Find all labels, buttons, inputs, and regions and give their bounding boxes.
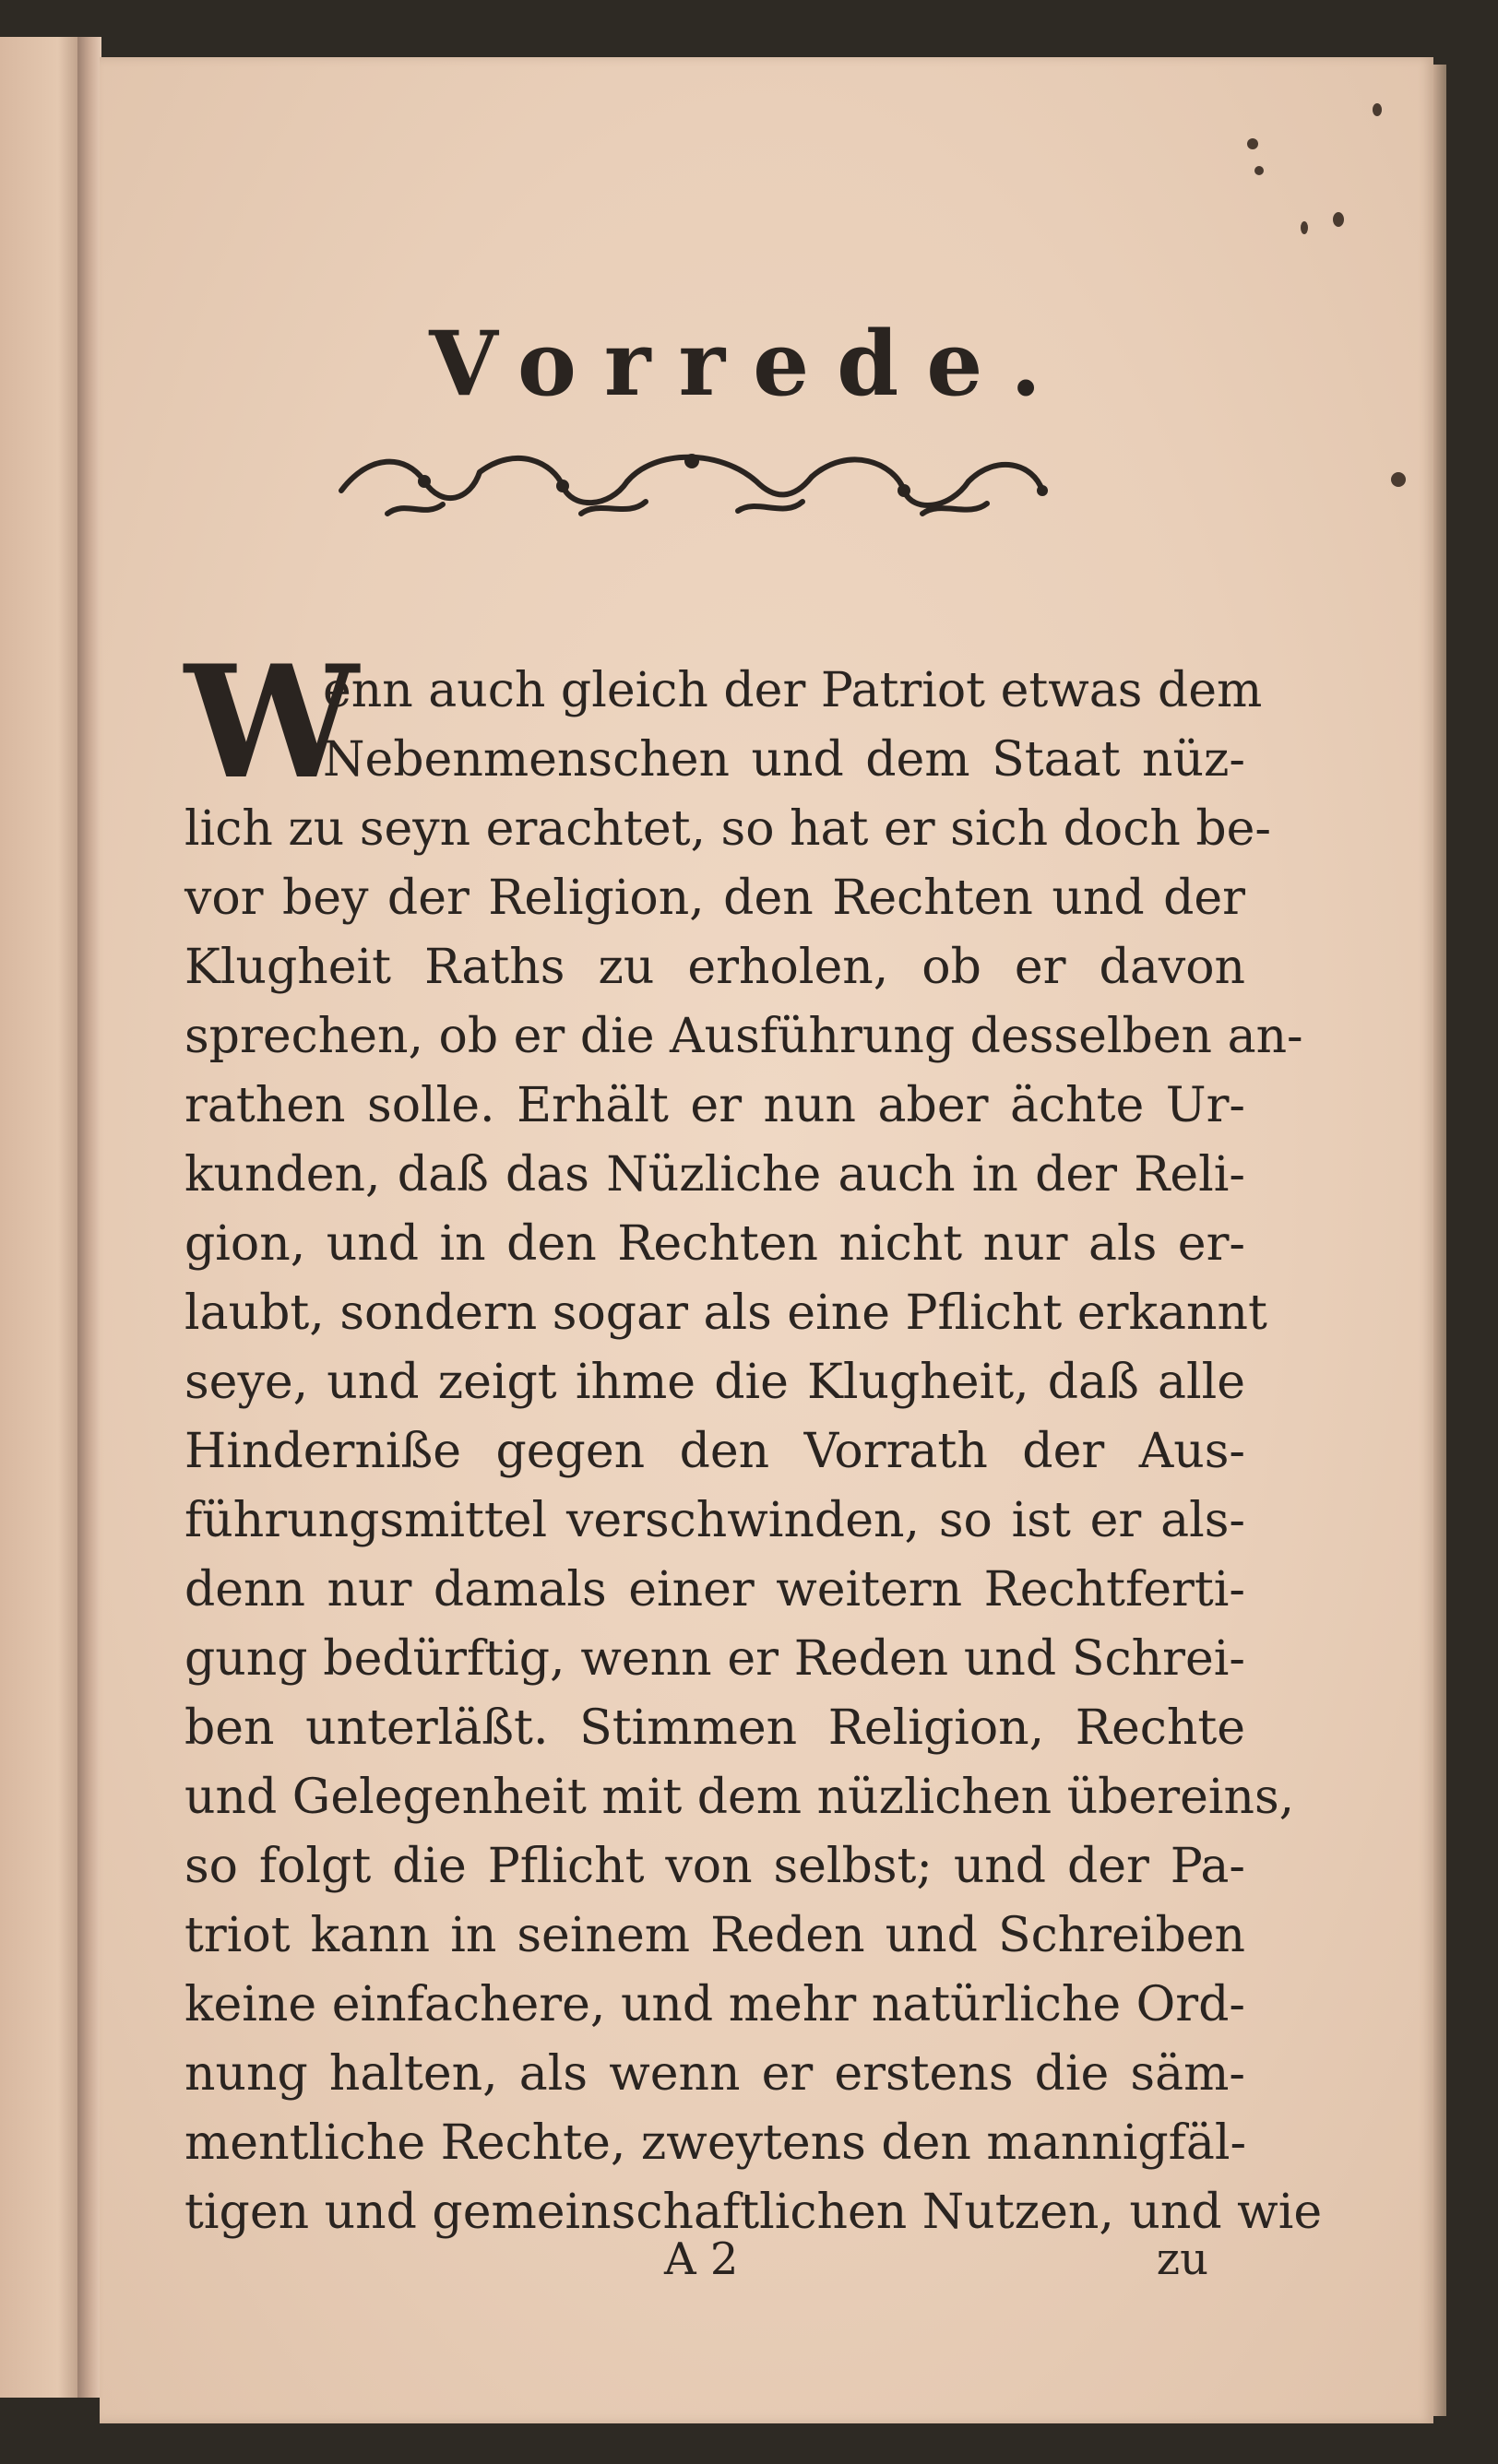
body-text bbox=[184, 657, 1323, 2247]
text-line: gung bedürftig, wenn er Reden und Schrei- bbox=[184, 1631, 1245, 1687]
page-edge bbox=[1433, 65, 1446, 2416]
text-line: mentliche Rechte, zweytens den mannigfäl- bbox=[184, 2115, 1247, 2171]
text-line: keine einfachere, und mehr natürliche Ord- bbox=[184, 1977, 1245, 2032]
text-line: gion, und in den Rechten nicht nur als er- bbox=[184, 1216, 1245, 1272]
text-line: lich zu seyn erachtet, so hat er sich doch be- bbox=[184, 801, 1271, 857]
text-line: enn auch gleich der Patriot etwas dem bbox=[323, 663, 1263, 718]
text-line: führungsmittel verschwinden, so ist er als- bbox=[184, 1493, 1245, 1548]
drop-cap: W bbox=[184, 631, 359, 813]
page-title: Vorrede. bbox=[429, 312, 1069, 416]
text-line: laubt, sondern sogar als eine Pflicht erkannt bbox=[184, 1285, 1267, 1341]
text-line: kunden, daß das Nüzliche auch in der Reli- bbox=[184, 1147, 1245, 1202]
text-line: denn nur damals einer weitern Rechtferti- bbox=[184, 1562, 1245, 1617]
ink-spot bbox=[1373, 103, 1382, 116]
catchword: zu bbox=[1156, 2233, 1208, 2285]
signature-mark: A 2 bbox=[664, 2233, 739, 2285]
text-line: tigen und gemeinschaftlichen Nutzen, und wie bbox=[184, 2185, 1323, 2240]
text-line: Hinderniße gegen den Vorrath der Aus- bbox=[184, 1424, 1245, 1479]
text-line: so folgt die Pflicht von selbst; und der Pa- bbox=[184, 1839, 1245, 1894]
text-line: vor bey der Religion, den Rechten und der bbox=[184, 871, 1245, 926]
text-line: Nebenmenschen und dem Staat nüz- bbox=[323, 732, 1245, 788]
text-line: rathen solle. Erhält er nun aber ächte Ur- bbox=[184, 1078, 1245, 1133]
text-line: ben unterläßt. Stimmen Religion, Rechte bbox=[184, 1700, 1245, 1756]
text-line: Klugheit Raths zu erholen, ob er davon bbox=[184, 940, 1245, 995]
ink-spot bbox=[1391, 472, 1406, 487]
text-line: triot kann in seinem Reden und Schreiben bbox=[184, 1908, 1245, 1963]
floral-vignette-icon bbox=[332, 435, 1052, 527]
text-line: nung halten, als wenn er erstens die säm- bbox=[184, 2046, 1245, 2102]
ink-spot bbox=[1333, 212, 1344, 227]
text-line: seye, und zeigt ihme die Klugheit, daß alle bbox=[184, 1355, 1245, 1410]
ink-spot bbox=[1247, 138, 1258, 149]
ink-spot bbox=[1254, 166, 1264, 175]
ink-spot bbox=[1301, 221, 1308, 234]
text-line: und Gelegenheit mit dem nüzlichen übereins, bbox=[184, 1770, 1295, 1825]
text-line: sprechen, ob er die Ausführung desselben an- bbox=[184, 1009, 1303, 1064]
